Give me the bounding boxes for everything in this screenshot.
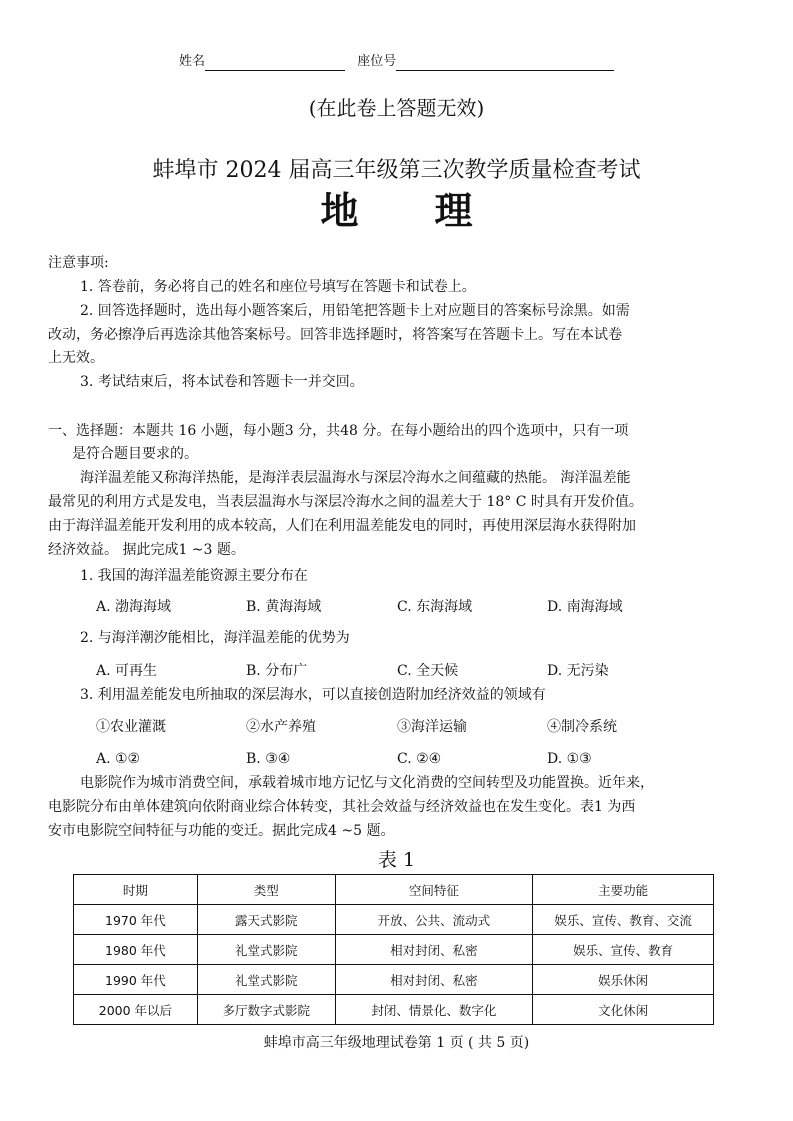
passage1-line-2: 最常见的利用方式是发电，当表层温海水与深层冷海水之间的温差大于 18° C 时具有开发价值。 bbox=[48, 494, 643, 510]
table-cell: 娱乐休闲 bbox=[533, 965, 714, 995]
table-cell: 露天式影院 bbox=[197, 905, 335, 935]
passage1-line-3: 由于海洋温差能开发利用的成本较高，人们在利用温差能发电的同时，再使用深层海水获得附加 bbox=[48, 518, 636, 534]
q1-option-d: D. 南海海域 bbox=[547, 599, 623, 615]
q3-item-4: ④制冷系统 bbox=[547, 719, 617, 735]
q3-item-3: ③海洋运输 bbox=[397, 719, 467, 735]
passage2-line-2: 电影院分布由单体建筑向依附商业综合体转变，其社会效益与经济效益也在发生变化。表1 为西 bbox=[48, 799, 636, 815]
table-cell: 相对封闭、私密 bbox=[335, 965, 533, 995]
table-row bbox=[74, 965, 714, 995]
q2-option-c: C. 全天候 bbox=[397, 663, 459, 679]
table-cell: 文化休闲 bbox=[533, 995, 714, 1025]
notice-item-2: 2. 回答选择题时，选出每小题答案后，用铅笔把答题卡上对应题目的答案标号涂黑。如需 bbox=[80, 303, 630, 319]
page-footer: 蚌埠市高三年级地理试卷第 1 页 ( 共 5 页) bbox=[263, 1035, 530, 1051]
q2-option-b: B. 分布广 bbox=[246, 663, 308, 679]
passage1-line-1: 海洋温差能又称海洋热能，是海洋表层温海水与深层冷海水之间蕴藏的热能。 海洋温差能 bbox=[80, 470, 631, 486]
seat-blank bbox=[396, 56, 614, 71]
table-cell: 多厅数字式影院 bbox=[197, 995, 335, 1025]
table-cell: 礼堂式影院 bbox=[197, 965, 335, 995]
name-label: 姓名 bbox=[179, 54, 206, 69]
q2-option-d: D. 无污染 bbox=[547, 663, 609, 679]
passage1-line-4: 经济效益。 据此完成1 ~3 题。 bbox=[48, 542, 245, 558]
passage2-line-1: 电影院作为城市消费空间，承载着城市地方记忆与文化消费的空间转型及功能置换。近年来， bbox=[80, 775, 654, 791]
table-cell: 1980 年代 bbox=[74, 935, 198, 965]
table-row bbox=[74, 905, 714, 935]
seat-label: 座位号 bbox=[357, 54, 397, 69]
q3-option-c: C. ②④ bbox=[397, 751, 442, 767]
question-3-stem: 3. 利用温差能发电所抽取的深层海水，可以直接创造附加经济效益的领域有 bbox=[80, 687, 546, 703]
table-cell: 开放、公共、流动式 bbox=[335, 905, 533, 935]
table-cell: 1970 年代 bbox=[74, 905, 198, 935]
table-cell: 礼堂式影院 bbox=[197, 935, 335, 965]
table-cell: 娱乐、宣传、教育 bbox=[533, 935, 714, 965]
section-heading: 一、选择题：本题共 16 小题，每小题3 分，共48 分。在每小题给出的四个选项中，只有一项 bbox=[48, 423, 629, 439]
section-heading-cont: 是符合题目要求的。 bbox=[72, 446, 198, 462]
question-2-stem: 2. 与海洋潮汐能相比，海洋温差能的优势为 bbox=[80, 630, 350, 646]
table-caption: 表 1 bbox=[377, 849, 416, 871]
invalid-note: (在此卷上答题无效) bbox=[308, 96, 485, 120]
q3-item-1: ①农业灌溉 bbox=[96, 719, 166, 735]
q1-option-b: B. 黄海海域 bbox=[246, 599, 322, 615]
table-row bbox=[74, 995, 714, 1025]
table-header-cell: 类型 bbox=[197, 875, 335, 905]
table-cell: 2000 年以后 bbox=[74, 995, 198, 1025]
q3-option-b: B. ③④ bbox=[246, 751, 291, 767]
q1-option-c: C. 东海海域 bbox=[397, 599, 473, 615]
notice-item-1: 1. 答卷前，务必将自己的姓名和座位号填写在答题卡和试卷上。 bbox=[80, 279, 476, 295]
name-blank bbox=[205, 56, 345, 71]
q1-option-a: A. 渤海海域 bbox=[96, 599, 172, 615]
question-1-stem: 1. 我国的海洋温差能资源主要分布在 bbox=[80, 568, 308, 584]
table-cell: 封闭、情景化、数字化 bbox=[335, 995, 533, 1025]
notice-item-2-cont: 改动，务必擦净后再选涂其他答案标号。回答非选择题时，将答案写在答题卡上。写在本试卷 bbox=[48, 327, 622, 343]
table-header-cell: 主要功能 bbox=[533, 875, 714, 905]
cinema-table bbox=[73, 874, 714, 1025]
table-header-cell: 空间特征 bbox=[335, 875, 533, 905]
table-cell: 相对封闭、私密 bbox=[335, 935, 533, 965]
q3-item-2: ②水产养殖 bbox=[246, 719, 316, 735]
notice-item-2-end: 上无效。 bbox=[48, 350, 104, 366]
table-cell: 娱乐、宣传、教育、交流 bbox=[533, 905, 714, 935]
table-header-row bbox=[74, 875, 714, 905]
table-header-cell: 时期 bbox=[74, 875, 198, 905]
notice-title: 注意事项: bbox=[48, 255, 109, 271]
notice-item-3: 3. 考试结束后，将本试卷和答题卡一并交回。 bbox=[80, 374, 364, 390]
q3-option-a: A. ①② bbox=[96, 751, 141, 767]
table-cell: 1990 年代 bbox=[74, 965, 198, 995]
exam-title: 蚌埠市 2024 届高三年级第三次教学质量检查考试 bbox=[152, 158, 641, 183]
table-row bbox=[74, 935, 714, 965]
name-seat-line bbox=[179, 53, 614, 71]
subject-title: 地 理 bbox=[320, 188, 473, 233]
q3-option-d: D. ①③ bbox=[547, 751, 592, 767]
passage2-line-3: 安市电影院空间特征与功能的变迁。据此完成4 ~5 题。 bbox=[48, 823, 395, 839]
q2-option-a: A. 可再生 bbox=[96, 663, 158, 679]
